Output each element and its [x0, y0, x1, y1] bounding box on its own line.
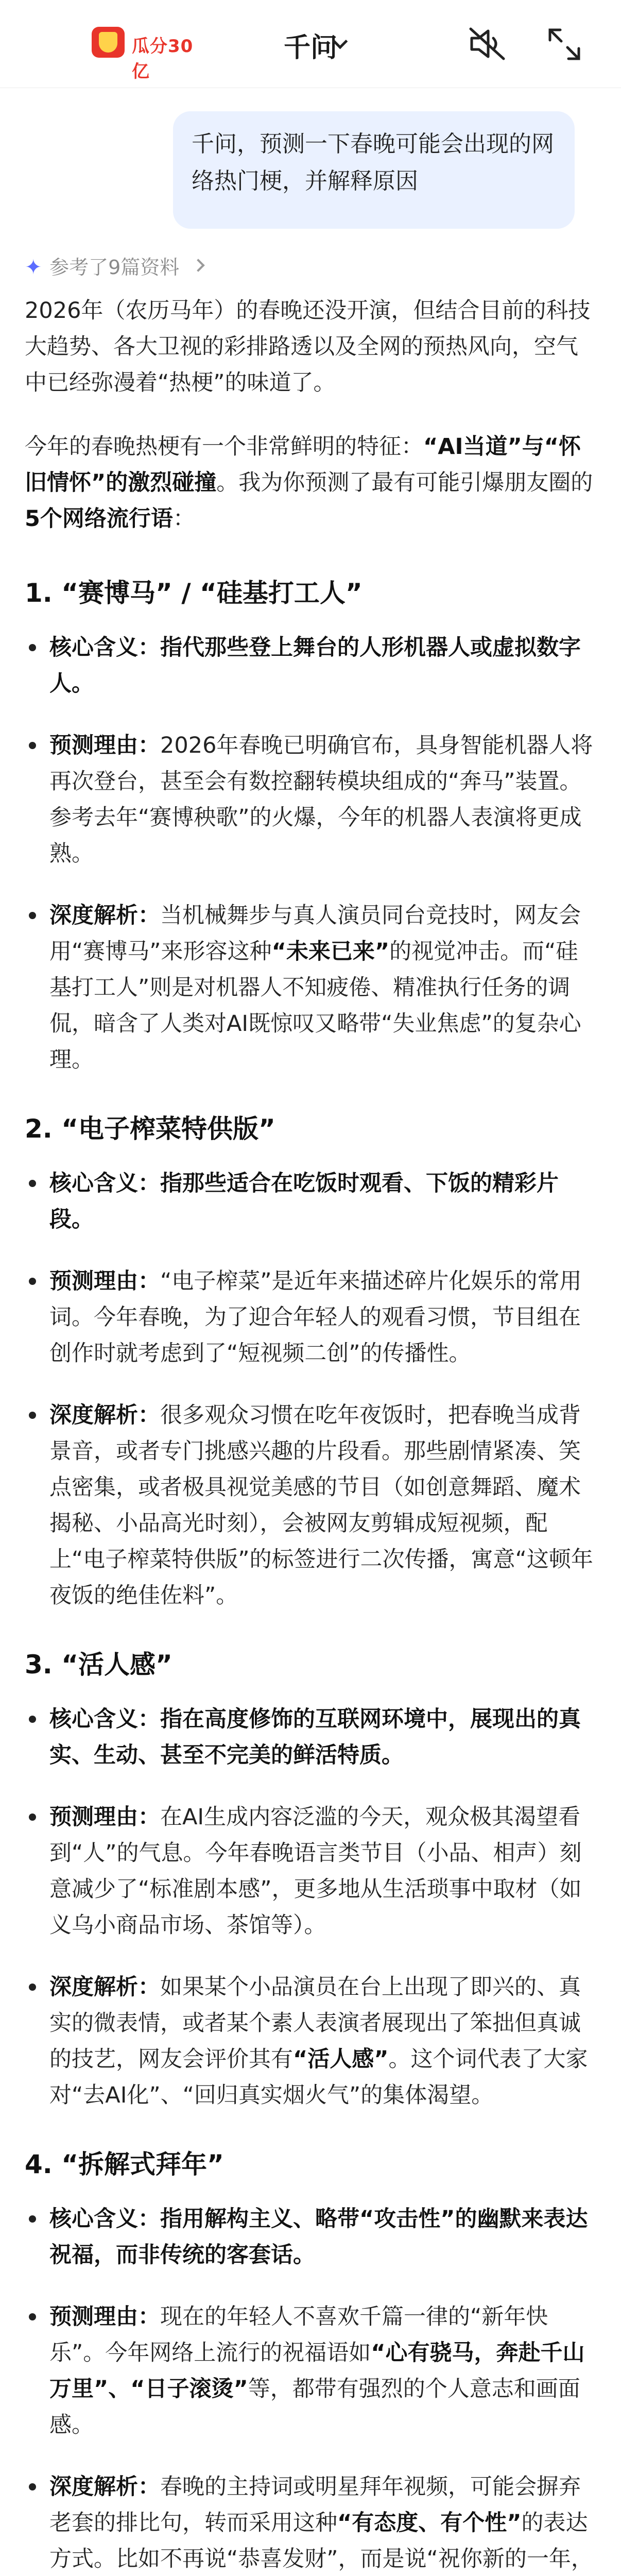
- core-meaning: [25, 1165, 594, 1238]
- pred-text-a: 现在的年轻人不喜欢千篇一律的“新年快乐”。今年网络上流行的祝福语如: [49, 2304, 548, 2366]
- deep-text-b: “活人感”: [293, 2046, 389, 2072]
- prediction-reason: [25, 2299, 594, 2443]
- app-title-text: 千问: [283, 32, 337, 63]
- deep-analysis: [25, 897, 594, 1078]
- deep-text-a: 如果某个小品演员在台上出现了即兴的、真实的微表情，或者某个素人表演者展现出了笨拙但真诚的技艺，网友会评价其有: [49, 1974, 581, 2072]
- core-meaning: [25, 2201, 594, 2273]
- pred-text: “电子榨菜”是近年来描述碎片化娱乐的常用词。今年春晚，为了迎合年轻人的观看习惯，节目组在创作时就考虑到了“短视频二创”的传播性。: [49, 1268, 582, 1366]
- deep-text-c: 的表达方式。比如不再说“恭喜发财”，而是说“祝你新的一年，: [49, 2510, 593, 2572]
- section-2: [25, 1109, 594, 1614]
- core-label: 核心含义：: [49, 2206, 160, 2232]
- intro2-e: ：: [173, 506, 195, 532]
- deep-text-c: 。这个词代表了大家对“去AI化”、“回归真实烟火气”的集体渴望。: [49, 2046, 588, 2108]
- core-text: 指在高度修饰的互联网环境中，展现出的真实、生动、甚至不完美的鲜活特质。: [49, 1706, 581, 1768]
- core-label: 核心含义：: [49, 635, 160, 660]
- deep-text-a: 春晚的主持词或明星拜年视频，可能会摒弃老套的排比句，转而采用这种: [49, 2474, 581, 2536]
- deep-label: 深度解析：: [49, 1402, 160, 1428]
- deep-label: 深度解析：: [49, 2474, 160, 2500]
- intro2-c: 。我为你预测了最有可能引爆朋友圈的: [216, 470, 593, 496]
- answer-content: [25, 293, 594, 2576]
- prediction-reason: [25, 1263, 594, 1371]
- section-4: [25, 2144, 594, 2576]
- mute-icon[interactable]: [468, 27, 507, 61]
- core-text: 指代那些登上舞台的人形机器人或虚拟数字人。: [49, 635, 581, 697]
- intro2-a: 今年的春晚热梗有一个非常鲜明的特征：: [25, 434, 423, 460]
- pred-label: 预测理由：: [49, 1268, 160, 1294]
- deep-text-b: “未来已来”: [271, 939, 390, 964]
- section-title: 4. “拆解式拜年”: [25, 2149, 224, 2179]
- promo-logo-text: 瓜分30亿: [132, 36, 194, 82]
- core-label: 核心含义：: [49, 1171, 160, 1196]
- core-meaning: [25, 1701, 594, 1773]
- deep-text-a: 当机械舞步与真人演员同台竞技时，网友会用“赛博马”来形容这种: [49, 903, 581, 964]
- references-toggle[interactable]: [25, 251, 203, 282]
- deep-analysis: [25, 2469, 594, 2576]
- core-label: 核心含义：: [49, 1706, 160, 1732]
- user-question-text: 千问，预测一下春晚可能会出现的网络热门梗，并解释原因: [192, 131, 554, 194]
- intro-text: 2026年（农历马年）的春晚还没开演，但结合目前的科技大趋势、各大卫视的彩排路透以及全网的预热风向，空气中已经弥漫着“热梗”的味道了。: [25, 298, 591, 396]
- pred-text: 2026年春晚已明确官布，具身智能机器人将再次登台，甚至会有数控翻转模块组成的“奔马”装置。参考去年“赛博秧歌”的火爆，今年的机器人表演将更成熟。: [49, 733, 593, 867]
- deep-label: 深度解析：: [49, 903, 160, 928]
- chevron-right-icon: [192, 259, 205, 272]
- references-label: 参考了9篇资料: [49, 256, 180, 279]
- pred-label: 预测理由：: [49, 1804, 160, 1830]
- section-title: 3. “活人感”: [25, 1650, 173, 1680]
- deep-analysis: [25, 1969, 594, 2113]
- top-bar: [0, 0, 621, 88]
- user-question-bubble[interactable]: [173, 111, 575, 229]
- deep-label: 深度解析：: [49, 1974, 160, 2000]
- deep-text-b: “有态度、有个性”: [337, 2510, 522, 2536]
- deep-analysis: [25, 1397, 594, 1614]
- expand-icon[interactable]: [547, 27, 582, 62]
- pred-label: 预测理由：: [49, 733, 160, 758]
- intro-paragraph-2: [25, 429, 594, 537]
- pred-text-b: “心有骁马，奔赴千山万里”、“日子滚烫”: [49, 2340, 585, 2402]
- deep-text-a: 很多观众习惯在吃年夜饭时，把春晚当成背景音，或者专门挑感兴趣的片段看。那些剧情紧凑、笑点密集，或者极具视觉美感的节目（如创意舞蹈、魔术揭秘、小品高光时刻），会被网友剪辑成短视频，配上“电子榨菜特供版”的标签进行二次传播，寓意“这顿年夜饭的绝佳佐料”。: [49, 1402, 593, 1608]
- core-meaning: [25, 630, 594, 702]
- pred-text: 在AI生成内容泛滥的今天，观众极其渴望看到“人”的气息。今年春晚语言类节目（小品、相声）刻意减少了“标准剧本感”，更多地从生活琐事中取材（如义乌小商品市场、茶馆等）。: [49, 1804, 582, 1938]
- intro2-count: 5个网络流行语: [25, 506, 173, 532]
- intro-paragraph: [25, 293, 594, 401]
- core-text: 指用解构主义、略带“攻击性”的幽默来表达祝福，而非传统的客套话。: [49, 2206, 588, 2268]
- app-title[interactable]: [0, 26, 621, 64]
- pred-text-c: 等，都带有强烈的个人意志和画面感。: [49, 2376, 580, 2438]
- section-title: 1. “赛博马” / “硅基打工人”: [25, 578, 363, 608]
- intro2-highlight: “AI当道”与“怀旧情怀”的激烈碰撞: [25, 434, 581, 496]
- sparkle-icon: ✦: [25, 256, 42, 279]
- deep-text-c: 的视觉冲击。而“硅基打工人”则是对机器人不知疲倦、精准执行任务的调侃，暗含了人类对AI既惊叹又略带“失业焦虑”的复杂心理。: [49, 939, 581, 1073]
- prediction-reason: [25, 727, 594, 872]
- prediction-reason: [25, 1799, 594, 1943]
- pred-label: 预测理由：: [49, 2304, 160, 2330]
- core-text: 指那些适合在吃饭时观看、下饭的精彩片段。: [49, 1171, 559, 1232]
- section-3: [25, 1645, 594, 2113]
- section-title: 2. “电子榨菜特供版”: [25, 1114, 275, 1144]
- section-1: [25, 573, 594, 1078]
